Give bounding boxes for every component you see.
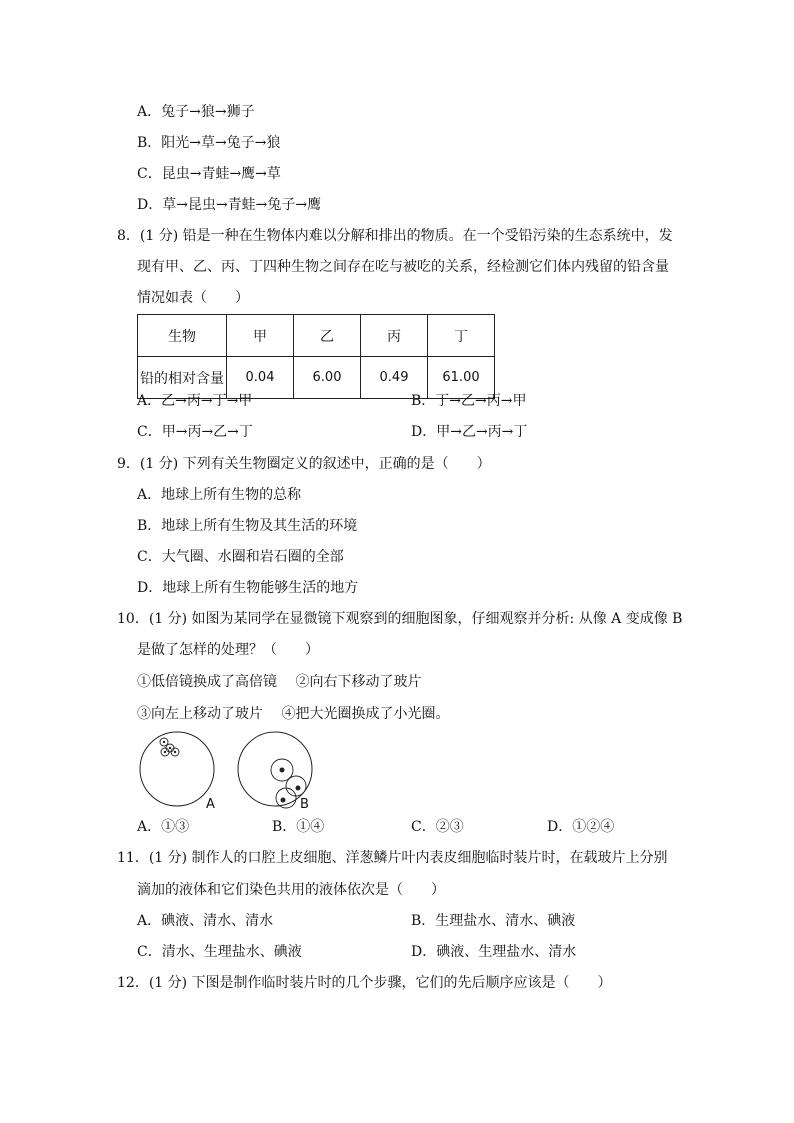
table-cell: 0.49: [361, 357, 428, 399]
q11-stem-line2: 滴加的液体和它们染色共用的液体依次是（ ）: [137, 882, 445, 898]
table-cell: 铅的相对含量: [138, 357, 227, 399]
q11-option-c: C．清水、生理盐水、碘液: [137, 944, 302, 960]
q7-option-b: B．阳光→草→兔子→狼: [137, 135, 281, 151]
q10-stem-line2: 是做了怎样的处理？（ ）: [137, 642, 319, 658]
q8-option-d: D．甲→乙→丙→丁: [411, 424, 528, 440]
q10-option-d: D．①②④: [547, 819, 615, 835]
lead-content-table: [137, 314, 495, 399]
q8-option-c: C．甲→丙→乙→丁: [137, 424, 253, 440]
figure-label-b: B: [300, 797, 309, 812]
table-header-cell: 生物: [138, 315, 227, 357]
q11-option-a: A．碘液、清水、清水: [137, 913, 274, 929]
q9-option-c: C．大气圈、水圈和岩石圈的全部: [137, 549, 344, 565]
q8-stem-line2: 现有甲、乙、丙、丁四种生物之间存在吃与被吃的关系，经检测它们体内残留的铅含量: [137, 259, 669, 275]
q7-option-c: C．昆虫→青蛙→鹰→草: [137, 166, 281, 182]
microscope-view-a: [138, 730, 228, 812]
q8-option-b: B．丁→乙→丙→甲: [411, 393, 527, 409]
q9-option-b: B．地球上所有生物及其生活的环境: [137, 518, 358, 534]
q8-stem-line1: 8．(1 分) 铅是一种在生物体内难以分解和排出的物质。在一个受铅污染的生态系统中，发: [117, 228, 673, 244]
q7-option-a: A．兔子→狼→狮子: [137, 104, 255, 120]
microscope-view-b: [236, 730, 326, 812]
table-cell: 6.00: [294, 357, 361, 399]
table-cell: 0.04: [227, 357, 294, 399]
q10-options-row: [137, 817, 657, 837]
q7-option-d: D．草→昆虫→青蛙→兔子→鹰: [137, 197, 322, 213]
table-row: [138, 315, 495, 357]
table-cell: 61.00: [428, 357, 495, 399]
table-header-cell: 丙: [361, 315, 428, 357]
q9-option-a: A．地球上所有生物的总称: [137, 487, 302, 503]
q8-stem-line3: 情况如表（ ）: [137, 290, 249, 306]
q10-items-line1: ①低倍镜换成了高倍镜 ②向右下移动了玻片: [137, 674, 422, 690]
table-header-cell: 甲: [227, 315, 294, 357]
q9-stem: 9．(1 分) 下列有关生物圈定义的叙述中，正确的是（ ）: [117, 456, 491, 472]
q8-option-a: A．乙→丙→丁→甲: [137, 393, 253, 409]
figure-label-a: A: [206, 797, 215, 812]
q12-stem: 12．(1 分) 下图是制作临时装片时的几个步骤，它们的先后顺序应该是（ ）: [117, 975, 612, 991]
q10-option-b: B．①④: [272, 819, 325, 835]
q9-option-d: D．地球上所有生物能够生活的地方: [137, 580, 359, 596]
table-header-cell: 丁: [428, 315, 495, 357]
q11-stem-line1: 11．(1 分) 制作人的口腔上皮细胞、洋葱鳞片叶内表皮细胞临时装片时，在载玻片上分别: [117, 850, 668, 866]
q10-items-line2: ③向左上移动了玻片 ④把大光圈换成了小光圈。: [137, 706, 450, 722]
q11-option-d: D．碘液、生理盐水、清水: [411, 944, 577, 960]
q10-option-c: C．②③: [411, 819, 464, 835]
q11-option-b: B．生理盐水、清水、碘液: [411, 913, 576, 929]
q10-option-a: A．①③: [137, 819, 190, 835]
q10-stem-line1: 10．(1 分) 如图为某同学在显微镜下观察到的细胞图象，仔细观察并分析: 从像 A 变成像 B: [117, 611, 683, 627]
table-header-cell: 乙: [294, 315, 361, 357]
